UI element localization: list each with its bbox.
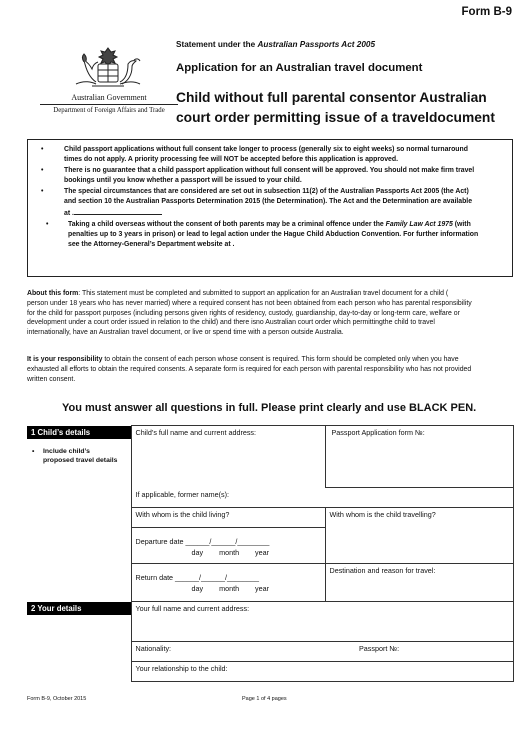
passport-number-field[interactable]: Passport №:	[325, 642, 513, 662]
your-name-address-field[interactable]: Your full name and current address:	[131, 602, 513, 642]
notice-item: • The special circumstances that are considered are set out in subsection 11(2) of the Australian Passports Act 2005 (the Act) and section 10 the Australian Passports Determination 2015 (the Determination). The Act and the Determination are available at .	[41, 188, 473, 217]
child-living-with-field[interactable]: With whom is the child living?	[131, 508, 325, 528]
form-version: Form B-9, October 2015	[27, 696, 87, 702]
passport-application-number-field[interactable]: Passport Application form №:	[325, 426, 513, 488]
notice-item: • Taking a child overseas without the consent of both parents may be a criminal offence under the Family Law Act 1975 (with penalties up to 3 years in prison) or lead to legal action under the Hague Child Abduction Convention. For further information see the Attorney-General’s Department website at .	[46, 221, 479, 248]
departure-date-field[interactable]: Departure date ______/______/________ day month year	[131, 528, 325, 564]
bullet-icon: •	[46, 221, 49, 228]
instruction-heading: You must answer all questions in full. Please print clearly and use BLACK PEN.	[62, 402, 477, 414]
section-2-sidebar	[27, 602, 131, 682]
bullet-icon: •	[41, 167, 44, 174]
former-names-field[interactable]: If applicable, former name(s):	[131, 488, 513, 508]
section-1-heading: 1 Child’s details	[27, 426, 131, 439]
nationality-field[interactable]: Nationality:	[131, 642, 325, 662]
important-notice-box	[27, 139, 513, 277]
logo-divider	[40, 104, 178, 105]
bullet-icon: •	[32, 447, 35, 455]
statement-line: Statement under the Australian Passports Act 2005	[176, 40, 375, 49]
form-id: Form B-9	[461, 6, 512, 18]
act-name: Australian Passports Act 2005	[257, 40, 375, 49]
bullet-icon: •	[41, 188, 44, 195]
child-name-address-field[interactable]: Child’s full name and current address:	[131, 426, 325, 488]
page-number: Page 1 of 4 pages	[242, 696, 287, 702]
date-format-hint: day month year	[191, 584, 270, 593]
application-title: Application for an Australian travel document	[176, 62, 423, 74]
department-name: Department of Foreign Affairs and Trade	[53, 107, 165, 114]
date-format-hint: day month year	[191, 548, 270, 557]
section-1-note: • Include child’s proposed travel details	[32, 447, 118, 464]
destination-reason-field[interactable]: Destination and reason for travel:	[325, 564, 513, 602]
notice-item: • Child passport applications without full consent take longer to process (generally six to eight weeks) so normal turnaround times do not apply. A priority processing fee will NOT be accepted before this application is approved.	[41, 146, 468, 163]
web-address-link[interactable]	[74, 207, 162, 215]
page-title: Child without full parental consentor Australian court order permitting issue of a traveldocument	[176, 90, 495, 125]
section-1-sidebar	[27, 426, 131, 602]
government-name: Australian Government	[71, 93, 147, 102]
form-grid	[27, 425, 514, 682]
your-responsibility: It is your responsibility to obtain the consent of each person whose consent is required. This form should be completed only when you have exhausted all efforts to obtain the required consents. A separate form is required for each person with parental responsibility who has not provided written consent.	[27, 356, 472, 383]
child-travelling-with-field[interactable]: With whom is the child travelling?	[325, 508, 513, 564]
notice-item: • There is no guarantee that a child passport application without full consent will be approved. You should not make firm travel bookings until you know whether a passport will be issued to your child.	[41, 167, 475, 184]
bullet-icon: •	[41, 146, 44, 153]
relationship-field[interactable]: Your relationship to the child:	[131, 662, 513, 682]
coat-of-arms-icon	[62, 44, 154, 92]
section-2-heading: 2 Your details	[27, 602, 131, 615]
return-date-field[interactable]: Return date ______/______/________ day month year	[131, 564, 325, 602]
about-this-form: About this form: This statement must be completed and submitted to support an application for an Australian travel document for a child ( person under 18 years who has never married) where a required consent has not been obtained from each person who has parental responsibility for the child for passport purposes (including persons given rights of residency, custody, guardianship, day-to-day or long-term care, welfare or development under a court order issued in relation to the child) and there isno Australian court order which permittingthe child to travel internationally, have an Australian travel document, or live or spend time with a person outside Australia.	[27, 290, 472, 337]
